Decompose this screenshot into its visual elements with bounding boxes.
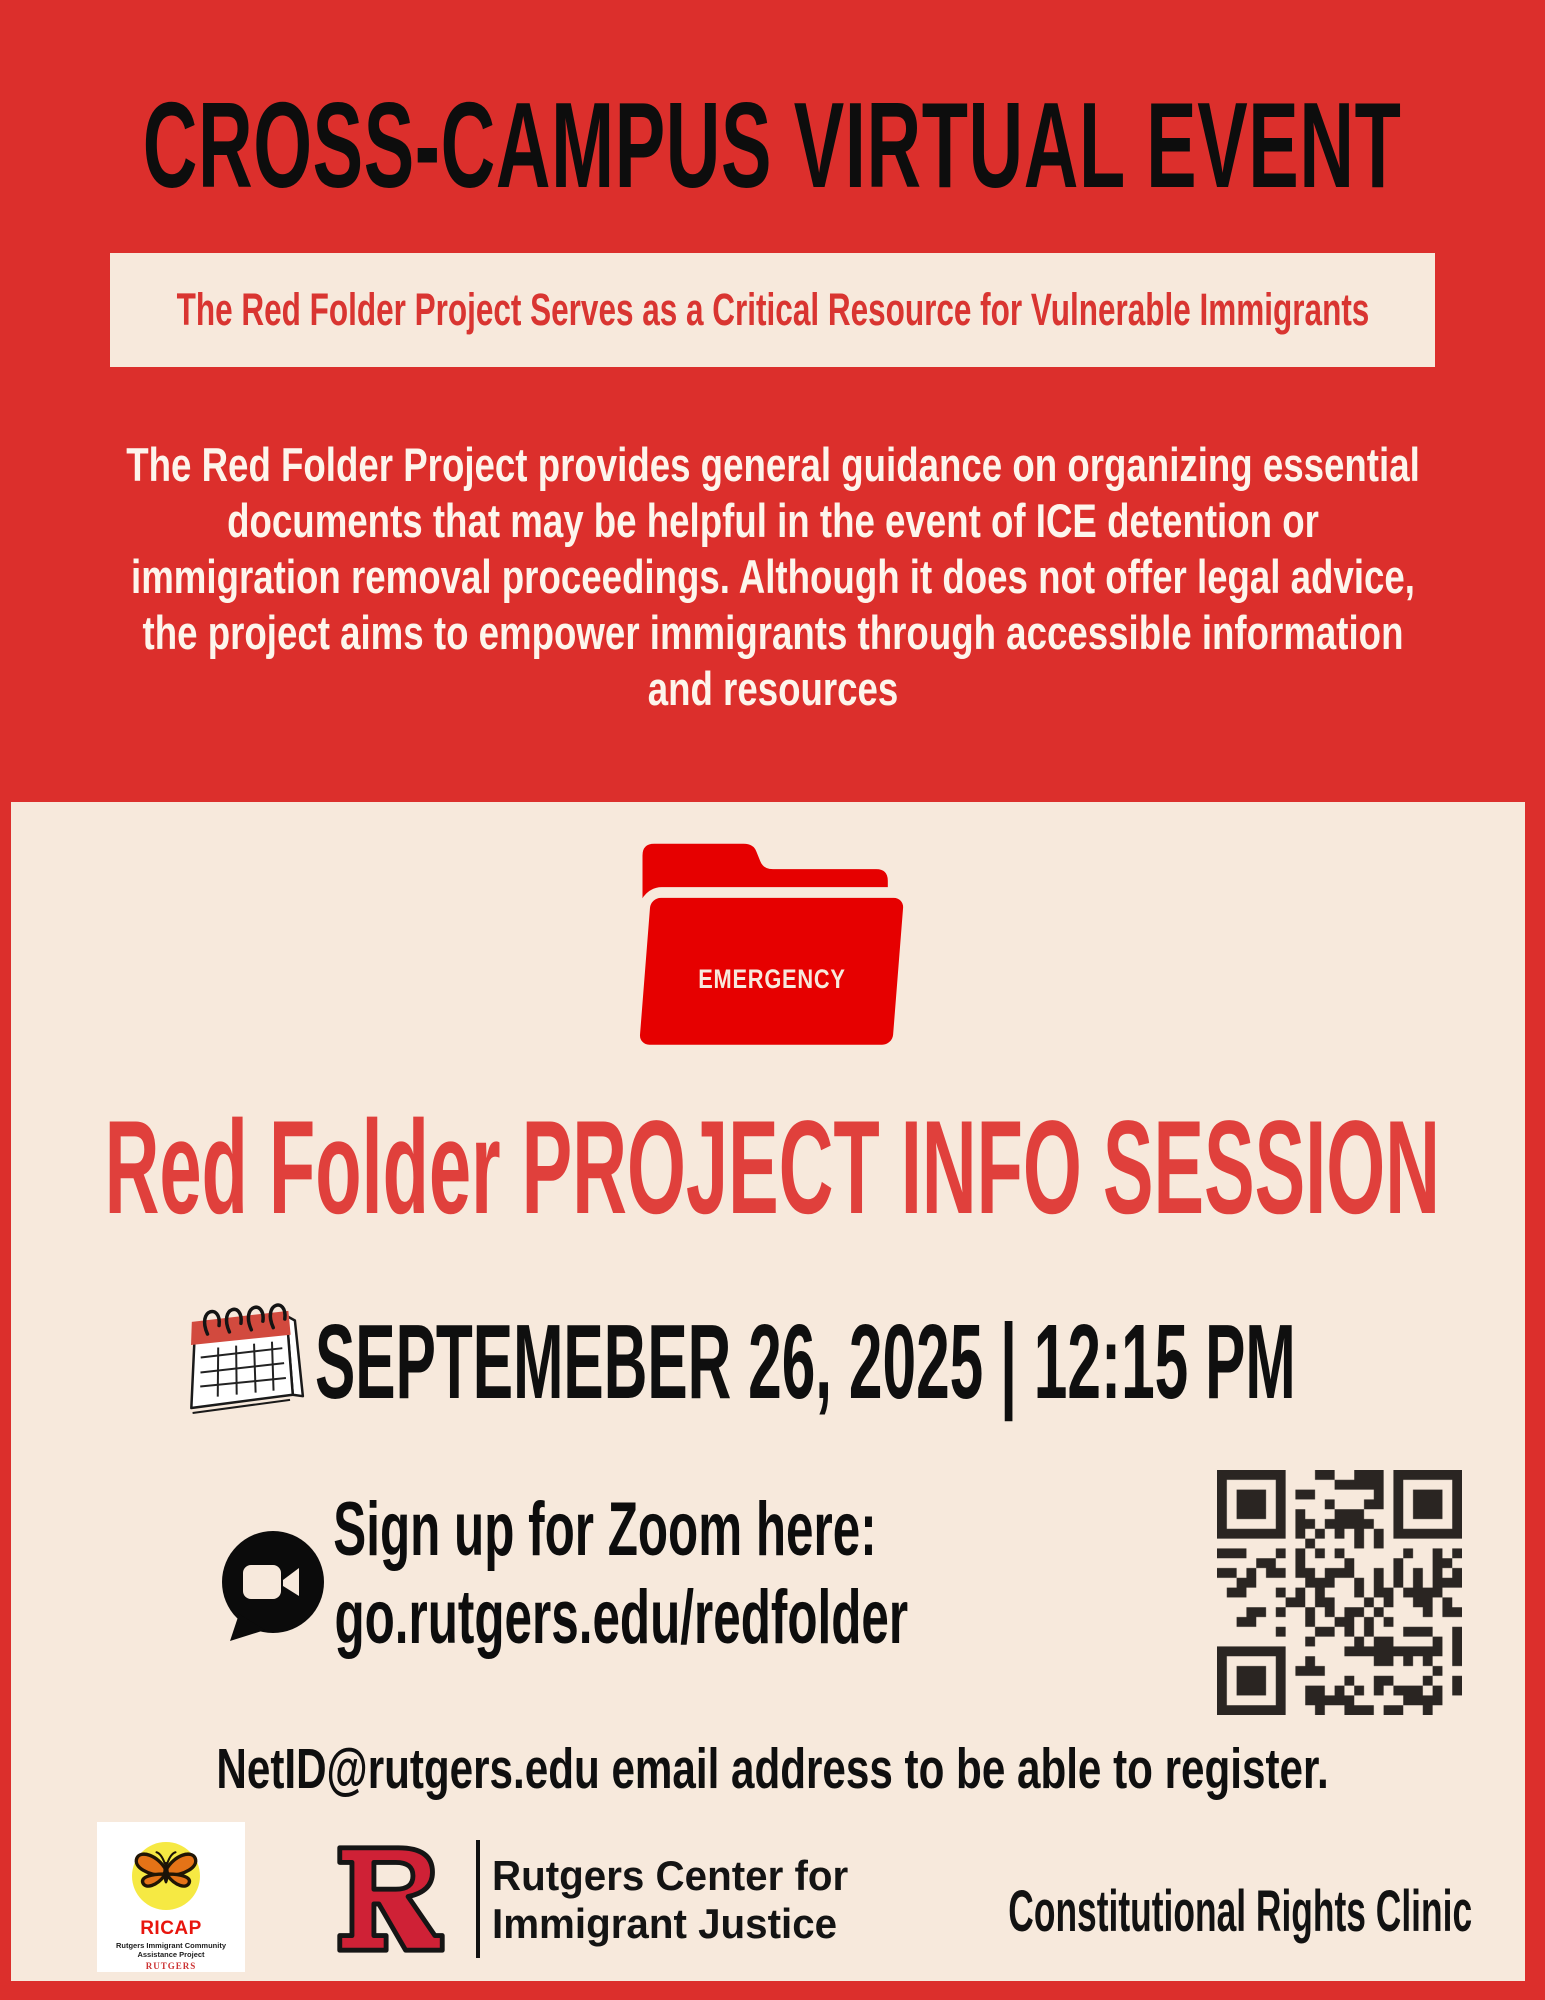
red-folder-icon <box>615 836 927 1056</box>
signup-heading: Sign up for Zoom here: <box>333 1487 877 1572</box>
signup-url: go.rutgers.edu/redfolder <box>334 1575 909 1660</box>
session-title <box>0 1092 1545 1244</box>
rutgers-center-line1: Rutgers Center for <box>492 1852 849 1899</box>
registration-note <box>0 1736 1545 1802</box>
calendar-icon <box>183 1292 313 1432</box>
ricap-logo <box>97 1822 245 1972</box>
description-line: documents that may be helpful in the event of ICE detention or <box>226 494 1319 547</box>
event-datetime: SEPTEMEBER 26, 2025 | 12:15 PM <box>315 1303 1296 1421</box>
session-title-text: Red Folder PROJECT INFO SESSION <box>104 1094 1441 1242</box>
page-title-text: CROSS-CAMPUS VIRTUAL EVENT <box>143 77 1402 213</box>
clinic-name-text: Constitutional Rights Clinic <box>1008 1879 1472 1944</box>
ricap-acronym: RICAP <box>140 1918 202 1939</box>
description-line: and resources <box>647 662 898 715</box>
description-line: the project aims to empower immigrants through accessible information <box>142 606 1403 659</box>
registration-note-text: NetID@rutgers.edu email address to be able to register. <box>216 1737 1329 1801</box>
clinic-name <box>950 1878 1530 1945</box>
rutgers-center-line2: Immigrant Justice <box>492 1900 838 1947</box>
page-title <box>0 75 1545 215</box>
butterfly-icon <box>132 1846 200 1898</box>
signup-block <box>180 1486 1030 1662</box>
subtitle-banner <box>110 253 1435 367</box>
folder-label: EMERGENCY <box>698 964 846 995</box>
rutgers-block-r-logo <box>329 1838 453 1960</box>
qr-code <box>1217 1470 1462 1715</box>
ricap-rutgers-wordmark: RUTGERS <box>145 1961 197 1971</box>
description-line: immigration removal proceedings. Although it does not offer legal advice, <box>130 550 1415 603</box>
subtitle-banner-text: The Red Folder Project Serves as a Critical Resource for Vulnerable Immigrants <box>176 284 1369 335</box>
ricap-org-line: Rutgers Immigrant Community <box>115 1941 226 1950</box>
project-description <box>71 437 1475 717</box>
description-line: The Red Folder Project provides general guidance on organizing essential <box>125 438 1420 491</box>
ricap-org-line: Assistance Project <box>137 1950 205 1959</box>
logo-divider <box>476 1840 480 1958</box>
rutgers-center-name <box>492 1852 863 1948</box>
